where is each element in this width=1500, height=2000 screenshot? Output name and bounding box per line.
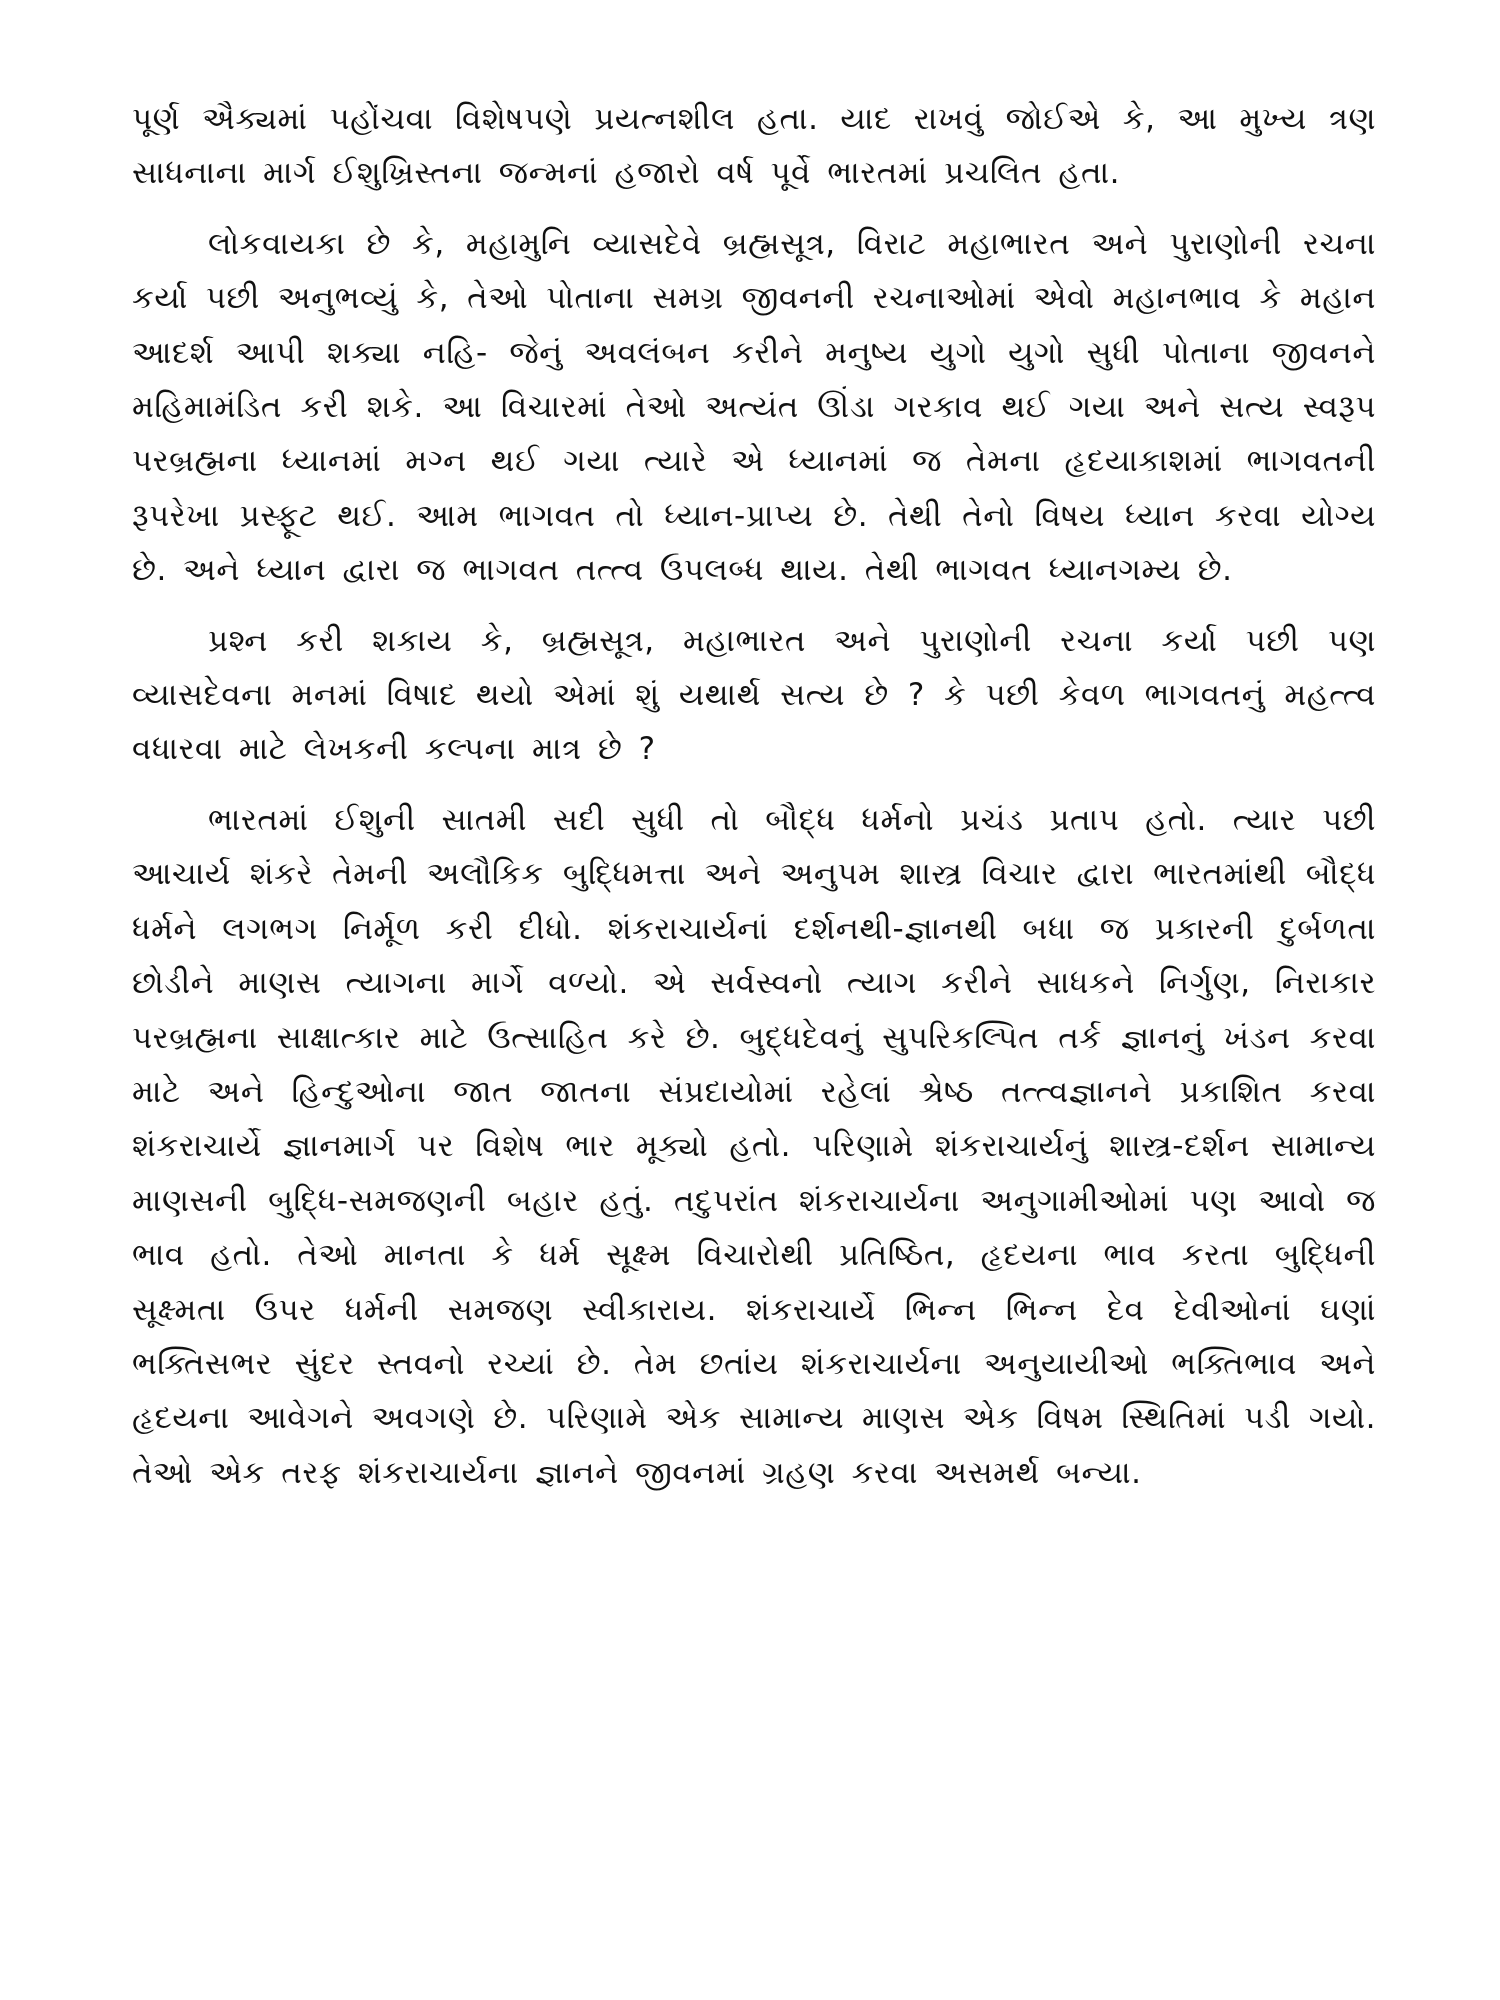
paragraph-question: પ્રશ્ન કરી શકાય કે, બ્રહ્મસૂત્ર, મહાભારત અને પુરાણોની રચના કર્યા પછી પણ વ્યાસદેવના મનમાં વિષાદ થયો એમાં શું યથાર્થ સત્ય છે ? કે પછી કેવળ ભાગવતનું મહત્ત્વ વધારવા માટે લેખકની કલ્પના માત્ર છે ?	[132, 622, 1376, 768]
paragraph-continuation: પૂર્ણ ઐક્યમાં પહોંચવા વિશેષપણે પ્રયત્નશીલ હતા. યાદ રાખવું જોઈએ કે, આ મુખ્ય ત્રણ સાધનાના માર્ગ ઈશુખ્રિસ્તના જન્મનાં હજારો વર્ષ પૂર્વે ભારતમાં પ્રચલિત હતા.	[132, 101, 1376, 192]
paragraph-shankaracharya: ભારતમાં ઈશુની સાતમી સદી સુધી તો બૌદ્ધ ધર્મનો પ્રચંડ પ્રતાપ હતો. ત્યાર પછી આચાર્ય શંકરે તેમની અલૌકિક બુદ્ધિમત્તા અને અનુપમ શાસ્ત્ર વિચાર દ્વારા ભારતમાંથી બૌદ્ધ ધર્મને લગભગ નિર્મૂળ કરી દીધો. શંકરાચાર્યનાં દર્શનથી-જ્ઞાનથી બધા જ પ્રકારની દુર્બળતા છોડીને માણસ ત્યાગના માર્ગે વળ્યો. એ સર્વસ્વનો ત્યાગ કરીને સાધકને નિર્ગુણ, નિરાકાર પરબ્રહ્મના સાક્ષાત્કાર માટે ઉત્સાહિત કરે છે. બુદ્ધદેવનું સુપરિકલ્પિત તર્ક જ્ઞાનનું ખંડન કરવા માટે અને હિન્દુઓના જાત જાતના સંપ્રદાયોમાં રહેલાં શ્રેષ્ઠ તત્ત્વજ્ઞાનને પ્રકાશિત કરવા શંકરાચાર્યે જ્ઞાનમાર્ગ પર વિશેષ ભાર મૂક્યો હતો. પરિણામે શંકરાચાર્યનું શાસ્ત્ર-દર્શન સામાન્ય માણસની બુદ્ધિ-સમજણની બહાર હતું. તદુપરાંત શંકરાચાર્યના અનુગામીઓમાં પણ આવો જ ભાવ હતો. તેઓ માનતા કે ધર્મ સૂક્ષ્મ વિચારોથી પ્રતિષ્ઠિત, હૃદયના ભાવ કરતા બુદ્ધિની સૂક્ષ્મતા ઉપર ધર્મની સમજણ સ્વીકારાય. શંકરાચાર્યે ભિન્ન ભિન્ન દેવ દેવીઓનાં ઘણાં ભક્તિસભર સુંદર સ્તવનો રચ્યાં છે. તેમ છતાંય શંકરાચાર્યના અનુયાયીઓ ભક્તિભાવ અને હૃદયના આવેગને અવગણે છે. પરિણામે એક સામાન્ય માણસ એક વિષમ સ્થિતિમાં પડી ગયો. તેઓ એક તરફ શંકરાચાર્યના જ્ઞાનને જીવનમાં ગ્રહણ કરવા અસમર્થ બન્યા.	[132, 801, 1376, 1491]
paragraph-vyasa-legend: લોકવાયકા છે કે, મહામુનિ વ્યાસદેવે બ્રહ્મસૂત્ર, વિરાટ મહાભારત અને પુરાણોની રચના કર્યા પછી અનુભવ્યું કે, તેઓ પોતાના સમગ્ર જીવનની રચનાઓમાં એવો મહાનભાવ કે મહાન આદર્શ આપી શક્યા નહિ- જેનું અવલંબન કરીને મનુષ્ય યુગો યુગો સુધી પોતાના જીવનને મહિમામંડિત કરી શકે. આ વિચારમાં તેઓ અત્યંત ઊંડા ગરકાવ થઈ ગયા અને સત્ય સ્વરૂપ પરબ્રહ્મના ધ્યાનમાં મગ્ન થઈ ગયા ત્યારે એ ધ્યાનમાં જ તેમના હૃદયાકાશમાં ભાગવતની રૂપરેખા પ્રસ્ફૂટ થઈ. આમ ભાગવત તો ધ્યાન-પ્રાપ્ય છે. તેથી તેનો વિષય ધ્યાન કરવા યોગ્ય છે. અને ધ્યાન દ્વારા જ ભાગવત તત્ત્વ ઉપલબ્ધ થાય. તેથી ભાગવત ધ્યાનગમ્ય છે.	[132, 225, 1376, 589]
